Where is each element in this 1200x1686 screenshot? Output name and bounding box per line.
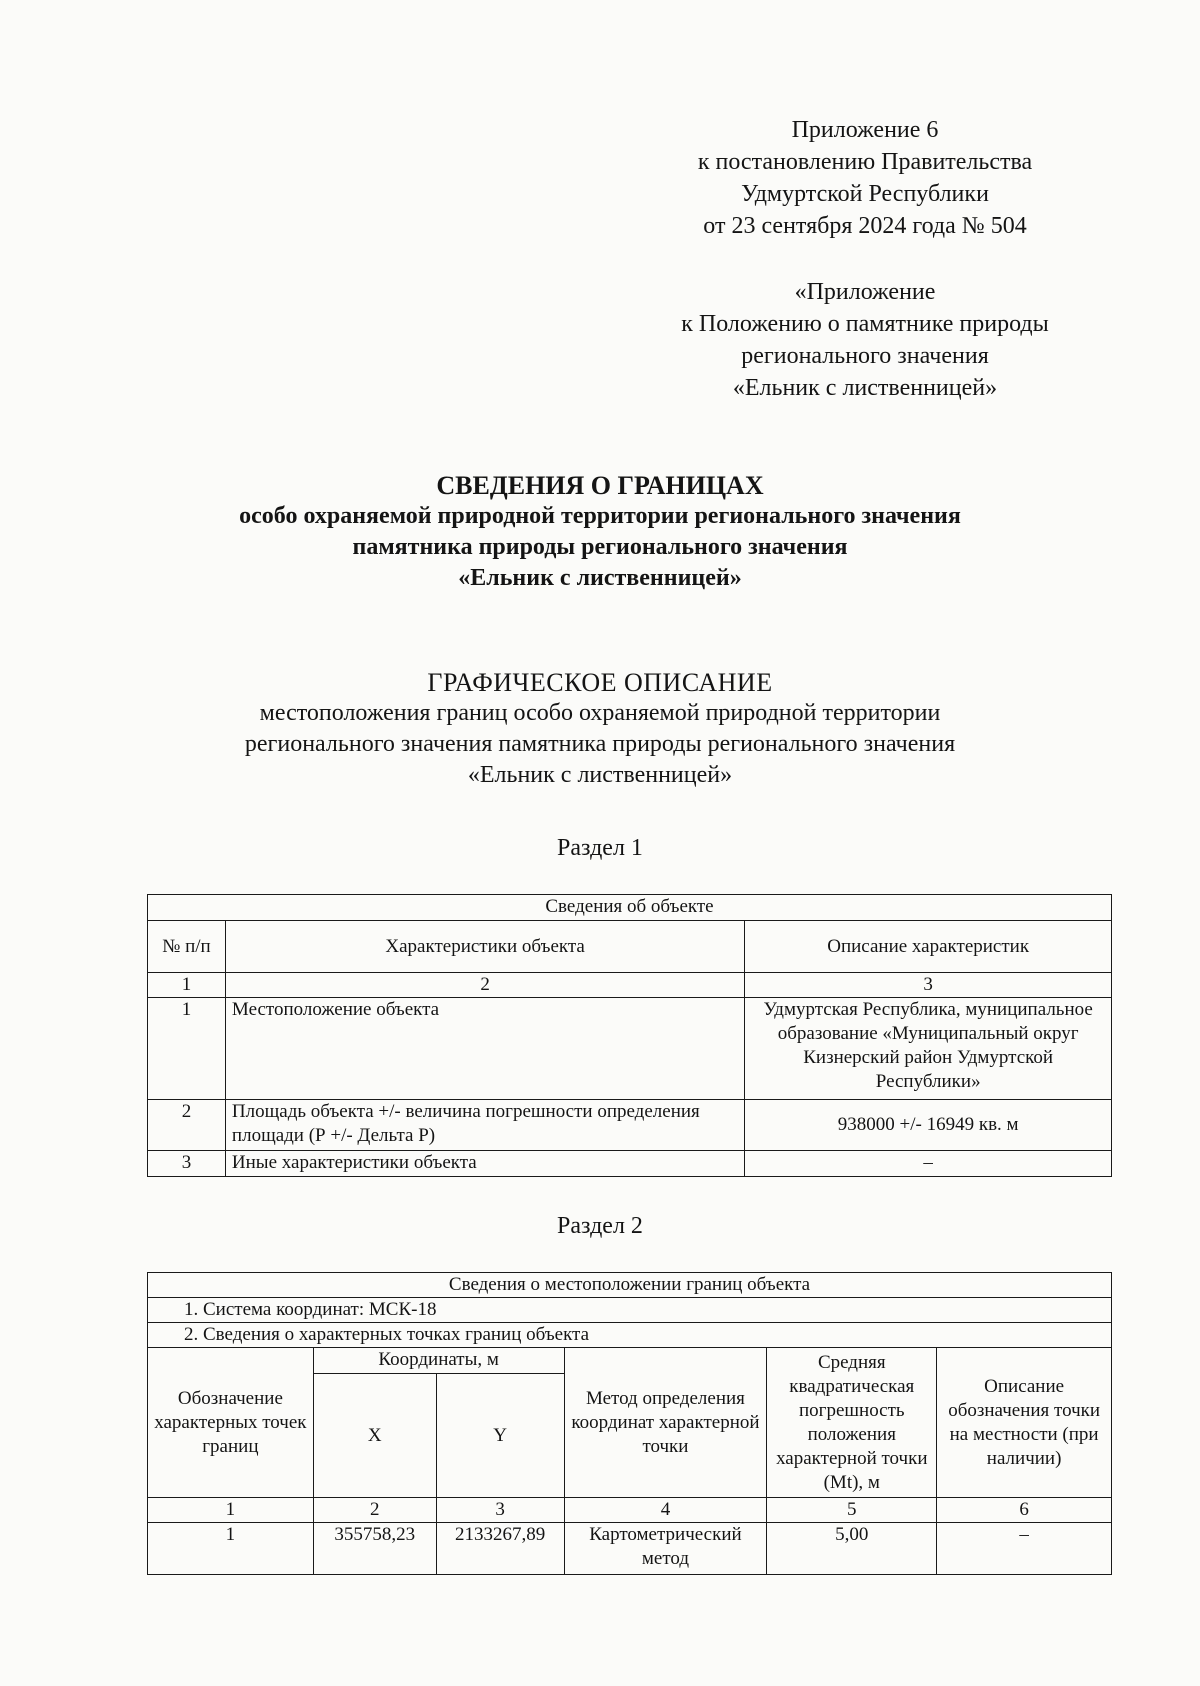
table-row	[148, 1523, 1112, 1575]
sub-appendix-line: к Положению о памятнике природы	[681, 311, 1049, 337]
object-info-table	[147, 894, 1112, 1177]
column-number: 2	[313, 1498, 436, 1523]
coordinate-system: 1. Система координат: МСК-18	[148, 1298, 1112, 1323]
column-number: 3	[745, 973, 1112, 998]
row-description: 938000 +/- 16949 кв. м	[745, 1100, 1112, 1151]
sub-appendix-line: «Ельник с лиственницей»	[732, 375, 998, 401]
appendix-line: к постановлению Правительства	[697, 149, 1033, 175]
sub-appendix-line: регионального значения	[741, 343, 989, 369]
appendix-line: от 23 сентября 2024 года № 504	[703, 213, 1027, 239]
sub-appendix-line: «Приложение	[794, 279, 936, 305]
graphic-line: «Ельник с лиственницей»	[467, 762, 733, 788]
appendix-header	[560, 114, 1170, 242]
boundary-points-table	[147, 1272, 1112, 1575]
title-line: «Ельник с лиственницей»	[458, 565, 742, 591]
row-characteristic: Площадь объекта +/- величина погрешности определения площади (Р +/- Дельта Р)	[225, 1100, 744, 1151]
column-header: Характеристики объекта	[225, 921, 744, 973]
point-x: 355758,23	[313, 1523, 436, 1575]
row-number: 1	[148, 998, 226, 1100]
document-title	[0, 470, 1200, 594]
points-caption: 2. Сведения о характерных точках границ объекта	[148, 1323, 1112, 1348]
title-main: СВЕДЕНИЯ О ГРАНИЦАХ	[436, 471, 764, 500]
table-row	[148, 1151, 1112, 1177]
graphic-description-title	[0, 667, 1200, 791]
header-description: Описание обозначения точки на местности (при наличии)	[937, 1348, 1112, 1498]
header-designation: Обозначение характерных точек границ	[148, 1348, 314, 1498]
column-number: 1	[148, 973, 226, 998]
header-coordinates: Координаты, м	[313, 1348, 564, 1374]
section2-heading: Раздел 2	[557, 1213, 643, 1239]
row-description: Удмуртская Республика, муниципальное образование «Муниципальный округ Кизнерский район Удмуртской Республики»	[745, 998, 1112, 1100]
row-characteristic: Иные характеристики объекта	[225, 1151, 744, 1177]
row-characteristic: Местоположение объекта	[225, 998, 744, 1100]
column-number: 5	[767, 1498, 937, 1523]
header-method: Метод определения координат характерной точки	[564, 1348, 767, 1498]
column-number: 2	[225, 973, 744, 998]
section1-heading: Раздел 1	[557, 835, 643, 861]
graphic-line: регионального значения памятника природы регионального значения	[244, 731, 956, 757]
point-error: 5,00	[767, 1523, 937, 1575]
header-y: Y	[436, 1374, 564, 1498]
table-caption: Сведения о местоположении границ объекта	[148, 1273, 1112, 1298]
table-row	[148, 998, 1112, 1100]
title-line: особо охраняемой природной территории регионального значения	[239, 503, 961, 529]
column-number: 1	[148, 1498, 314, 1523]
column-number: 3	[436, 1498, 564, 1523]
table-caption: Сведения об объекте	[148, 895, 1112, 921]
header-x: X	[313, 1374, 436, 1498]
point-designation: 1	[148, 1523, 314, 1575]
graphic-main: ГРАФИЧЕСКОЕ ОПИСАНИЕ	[427, 668, 773, 697]
column-number: 4	[564, 1498, 767, 1523]
column-number: 6	[937, 1498, 1112, 1523]
sub-appendix-header	[560, 276, 1170, 404]
title-line: памятника природы регионального значения	[352, 534, 848, 560]
graphic-line: местоположения границ особо охраняемой природной территории	[259, 700, 941, 726]
header-error: Средняя квадратическая погрешность положения характерной точки (Mt), м	[767, 1348, 937, 1498]
table-row	[148, 1100, 1112, 1151]
point-description: –	[937, 1523, 1112, 1575]
row-number: 3	[148, 1151, 226, 1177]
column-header: Описание характеристик	[745, 921, 1112, 973]
row-description: –	[745, 1151, 1112, 1177]
appendix-line: Удмуртской Республики	[741, 181, 989, 207]
appendix-line: Приложение 6	[791, 117, 939, 143]
point-y: 2133267,89	[436, 1523, 564, 1575]
row-number: 2	[148, 1100, 226, 1151]
point-method: Картометрический метод	[564, 1523, 767, 1575]
column-header: № п/п	[148, 921, 226, 973]
